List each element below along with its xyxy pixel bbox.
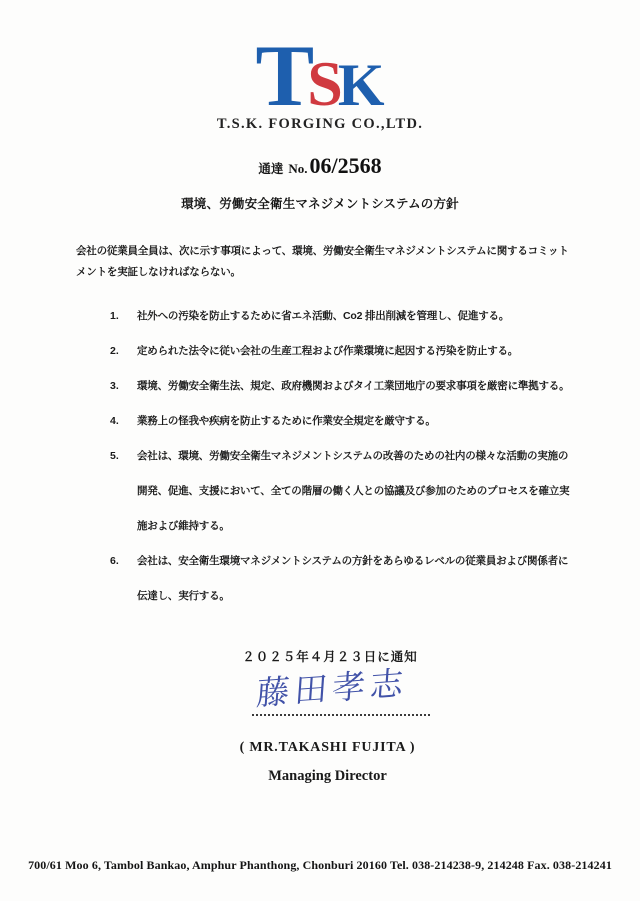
intro-paragraph: 会社の従業員全員は、次に示す事項によって、環境、労働安全衛生マネジメントシステムに関するコミットメントを実証しなければならない。: [76, 245, 569, 278]
list-item: [110, 334, 578, 369]
item-text: 会社は、安全衛生環境マネジメントシステムの方針をあらゆるレベルの従業員および関係者に伝達し、実行する。: [137, 555, 569, 602]
list-item: [110, 439, 578, 544]
logo-letter-s: S: [307, 48, 343, 119]
item-text: 社外への汚染を防止するために省エネ活動、Co2 排出削減を管理し、促進する。: [137, 310, 510, 322]
notice-prefix: 通達: [258, 162, 284, 176]
item-number: 1.: [110, 310, 119, 322]
logo-letter-k: K: [337, 52, 385, 118]
date-line: ２０２５年４月２３日に通知: [242, 650, 418, 664]
item-number: 3.: [110, 380, 119, 392]
item-number: 6.: [110, 555, 119, 567]
notice-line: [0, 153, 640, 179]
signature-line: [252, 700, 430, 716]
item-number: 5.: [110, 450, 119, 462]
signer-title: Managing Director: [268, 768, 387, 784]
list-item: [110, 299, 578, 334]
item-text: 会社は、環境、労働安全衛生マネジメントシステムの改善のための社内の様々な活動の実施の開発、促進、支援において、全ての階層の働く人との協議及び参加のためのプロセスを確立実施および維持する。: [137, 450, 570, 532]
notice-number: 06/2568: [309, 153, 382, 178]
list-item: [110, 369, 578, 404]
signer-name: ( MR.TAKASHI FUJITA ): [239, 740, 416, 755]
footer-address: 700/61 Moo 6, Tambol Bankao, Amphur Phanthong, Chonburi 20160 Tel. 038-214238-9, 214248 Fax. 038-214241: [28, 858, 612, 872]
list-item: [110, 404, 578, 439]
notice-no-label: No.: [288, 161, 308, 176]
item-number: 2.: [110, 345, 119, 357]
signature: 藤田孝志: [255, 664, 410, 712]
company-name: T.S.K. FORGING CO.,LTD.: [216, 116, 424, 132]
logo-letter-t: T: [255, 28, 315, 125]
item-number: 4.: [110, 415, 119, 427]
policy-list: [110, 299, 578, 614]
document-title: 環境、労働安全衛生マネジメントシステムの方針: [181, 197, 459, 211]
item-text: 業務上の怪我や疾病を防止するために作業安全規定を厳守する。: [137, 415, 436, 427]
item-text: 定められた法令に従い会社の生産工程および作業環境に起因する汚染を防止する。: [137, 345, 519, 357]
list-item: [110, 544, 578, 614]
tsk-logo: [0, 22, 640, 156]
item-text: 環境、労働安全衛生法、規定、政府機関およびタイ工業団地庁の要求事項を厳密に準拠する。: [137, 380, 570, 392]
